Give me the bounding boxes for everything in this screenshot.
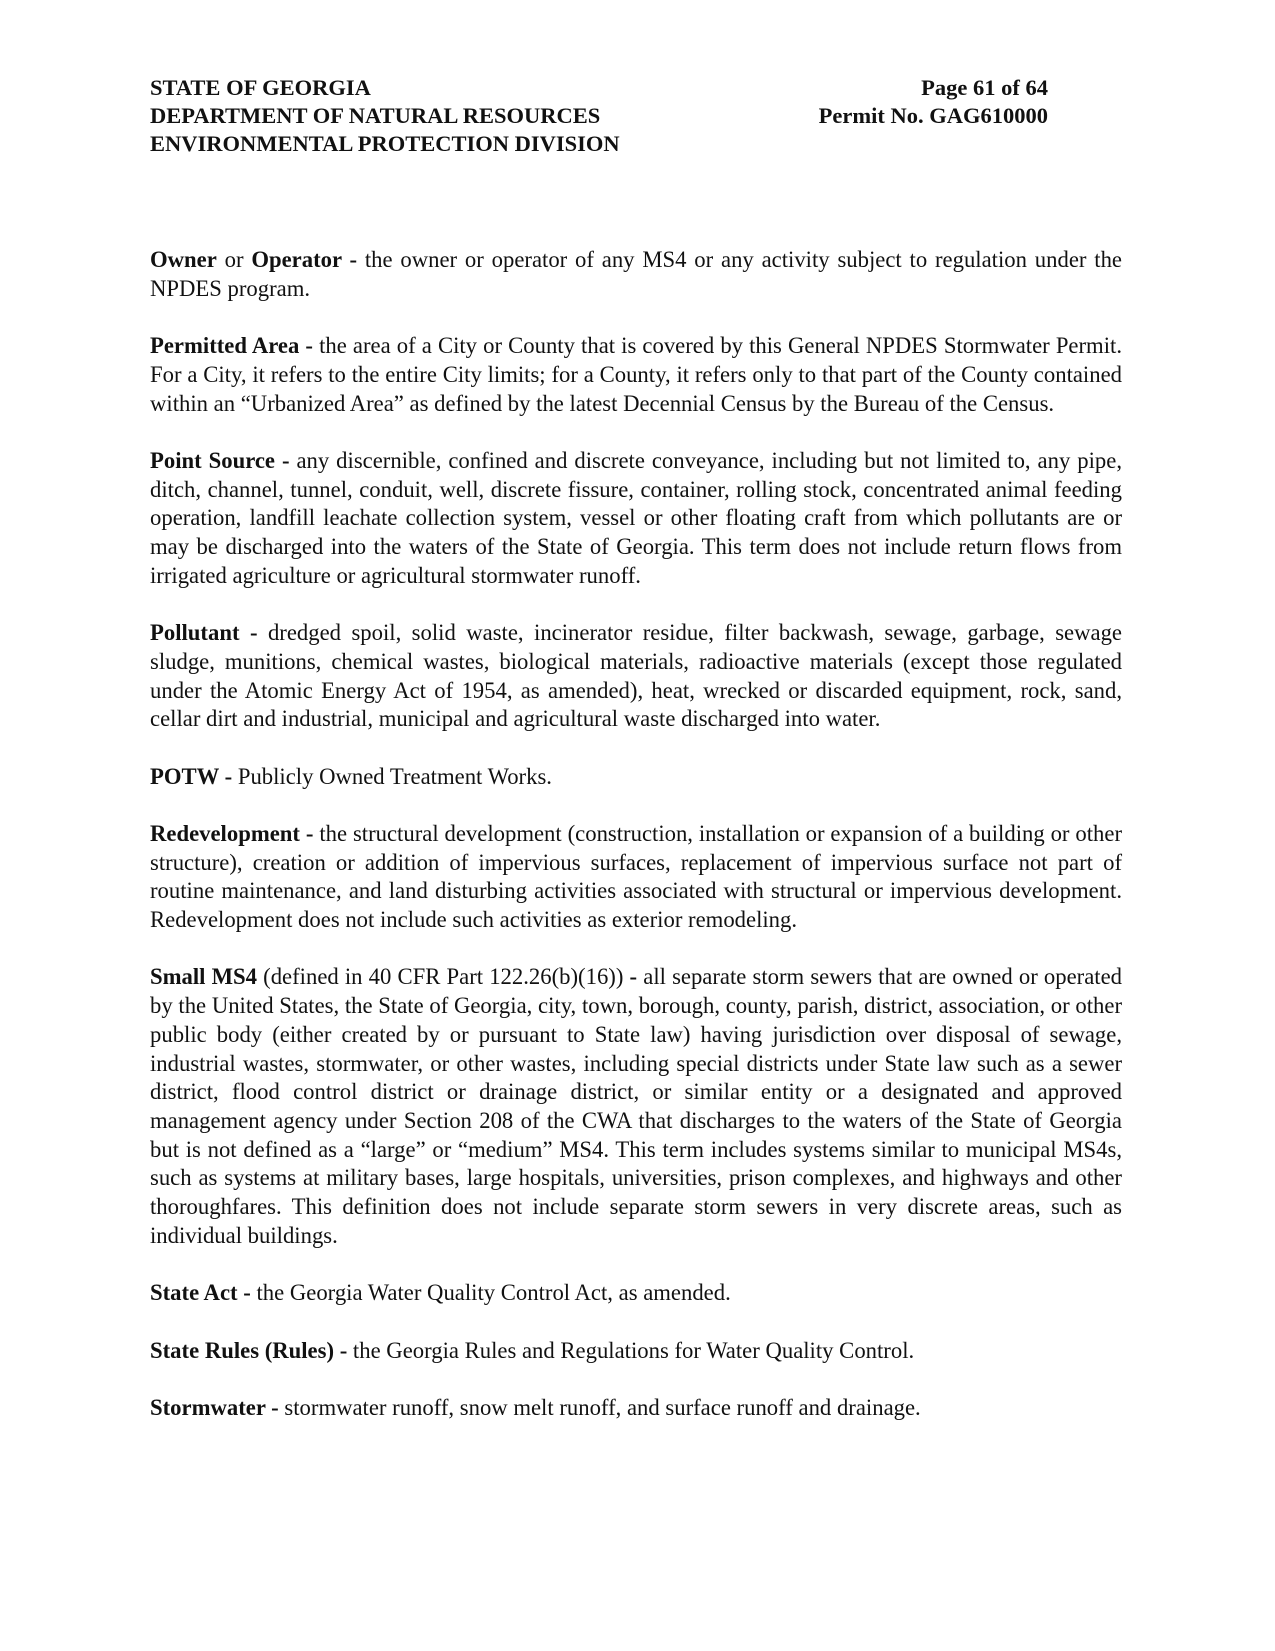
definition-qualifier: (defined in 40 CFR Part 122.26(b)(16)): [257, 964, 624, 990]
definition-dash: -: [265, 1394, 285, 1420]
definition-dash: -: [237, 1280, 257, 1306]
definition-term: Point Source: [150, 447, 276, 473]
definition-text: the area of a City or County that is covered by this General NPDES Stormwater Permit. For a City, it refers to the entire City limits; for a County, it refers only to that part of the County contained within an “Urbanized Area” as defined by the latest Decennial Census by the Bureau of the Census.: [150, 333, 1122, 416]
definition-text: the structural development (construction, installation or expansion of a building or other structure), creation or addition of impervious surfaces, replacement of impervious surface not part of routine maintenance, and land disturbing activities associated with structural or impervious development. Redevelopment does not include such activities as exterior remodeling.: [150, 820, 1122, 933]
definition-text: dredged spoil, solid waste, incinerator residue, filter backwash, sewage, garbage, sewage sludge, munitions, chemical wastes, biological materials, radioactive materials (except those regulated under the Atomic Energy Act of 1954, as amended), heat, wrecked or discarded equipment, rock, sand, cellar dirt and industrial, municipal and agricultural waste discharged into water.: [150, 620, 1122, 732]
definition-stormwater: [150, 1394, 1122, 1423]
permit-number: Permit No. GAG610000: [818, 103, 1048, 128]
definition-text: the Georgia Water Quality Control Act, as amended.: [256, 1280, 731, 1306]
agency-division: ENVIRONMENTAL PROTECTION DIVISION: [150, 131, 620, 156]
definition-dash: -: [299, 333, 320, 359]
definition-dash: -: [623, 964, 644, 990]
definitions-list: [150, 246, 1122, 1451]
definition-connector: or: [216, 247, 252, 272]
definition-text: any discernible, confined and discrete conveyance, including but not limited to, any pipe, ditch, channel, tunnel, conduit, well, discrete fissure, container, rolling stock, concentrated animal feeding operation, landfill leachate collection system, vessel or other floating craft from which pollutants are or may be discharged into the waters of the State of Georgia. This term does not include return flows from irrigated agriculture or agricultural stormwater runoff.: [150, 447, 1122, 588]
definition-dash: -: [239, 620, 268, 646]
definition-text: the owner or operator of any MS4 or any activity subject to regulation under the NPDES program.: [150, 247, 1122, 301]
definition-text: all separate storm sewers that are owned or operated by the United States, the State of Georgia, city, town, borough, county, parish, district, association, or other public body (either created by or pursuant to State law) having jurisdiction over disposal of sewage, industrial wastes, stormwater, or other wastes, including special districts under State law such as a sewer district, flood control district or drainage district, or similar entity or a designated and approved management agency under Section 208 of the CWA that discharges to the waters of the State of Georgia but is not defined as a “large” or “medium” MS4. This term includes systems similar to municipal MS4s, such as systems at military bases, large hospitals, universities, prison complexes, and highways and other thoroughfares. This definition does not include separate storm sewers in very discrete areas, such as individual buildings.: [150, 964, 1122, 1248]
definition-dash: -: [275, 447, 297, 473]
definition-small-ms4: [150, 963, 1122, 1250]
definition-dash: -: [218, 763, 238, 789]
definition-point-source: [150, 447, 1122, 591]
definition-state-act: [150, 1279, 1122, 1308]
definition-state-rules: [150, 1337, 1122, 1366]
definition-term: Small MS4: [150, 964, 257, 990]
definition-text: the Georgia Rules and Regulations for Water Quality Control.: [352, 1337, 915, 1363]
definition-dash: -: [334, 1337, 353, 1363]
definition-term: POTW: [150, 763, 219, 789]
definition-term: Permitted Area: [150, 333, 300, 359]
definition-text: stormwater runoff, snow melt runoff, and surface runoff and drainage.: [284, 1394, 921, 1420]
definition-text: Publicly Owned Treatment Works.: [237, 763, 552, 789]
definition-dash: -: [341, 247, 365, 272]
definition-potw: [150, 763, 1122, 792]
page-info-block: [819, 74, 1048, 130]
definition-term: Stormwater: [150, 1394, 266, 1420]
agency-state: STATE OF GEORGIA: [150, 75, 371, 100]
definition-permitted-area: [150, 332, 1122, 418]
agency-block: [150, 74, 620, 158]
definition-term: Pollutant: [150, 620, 240, 646]
definition-term: Operator: [251, 247, 342, 272]
definition-term: State Act: [150, 1280, 238, 1306]
definition-pollutant: [150, 619, 1122, 734]
definition-owner-operator: [150, 246, 1122, 303]
definition-term: Redevelopment: [150, 820, 300, 846]
definition-term: State Rules (Rules): [150, 1337, 335, 1363]
definition-redevelopment: [150, 820, 1122, 935]
page-number: Page 61 of 64: [921, 75, 1048, 100]
agency-department: DEPARTMENT OF NATURAL RESOURCES: [150, 103, 601, 128]
definition-dash: -: [299, 820, 320, 846]
definition-term: Owner: [150, 247, 217, 272]
